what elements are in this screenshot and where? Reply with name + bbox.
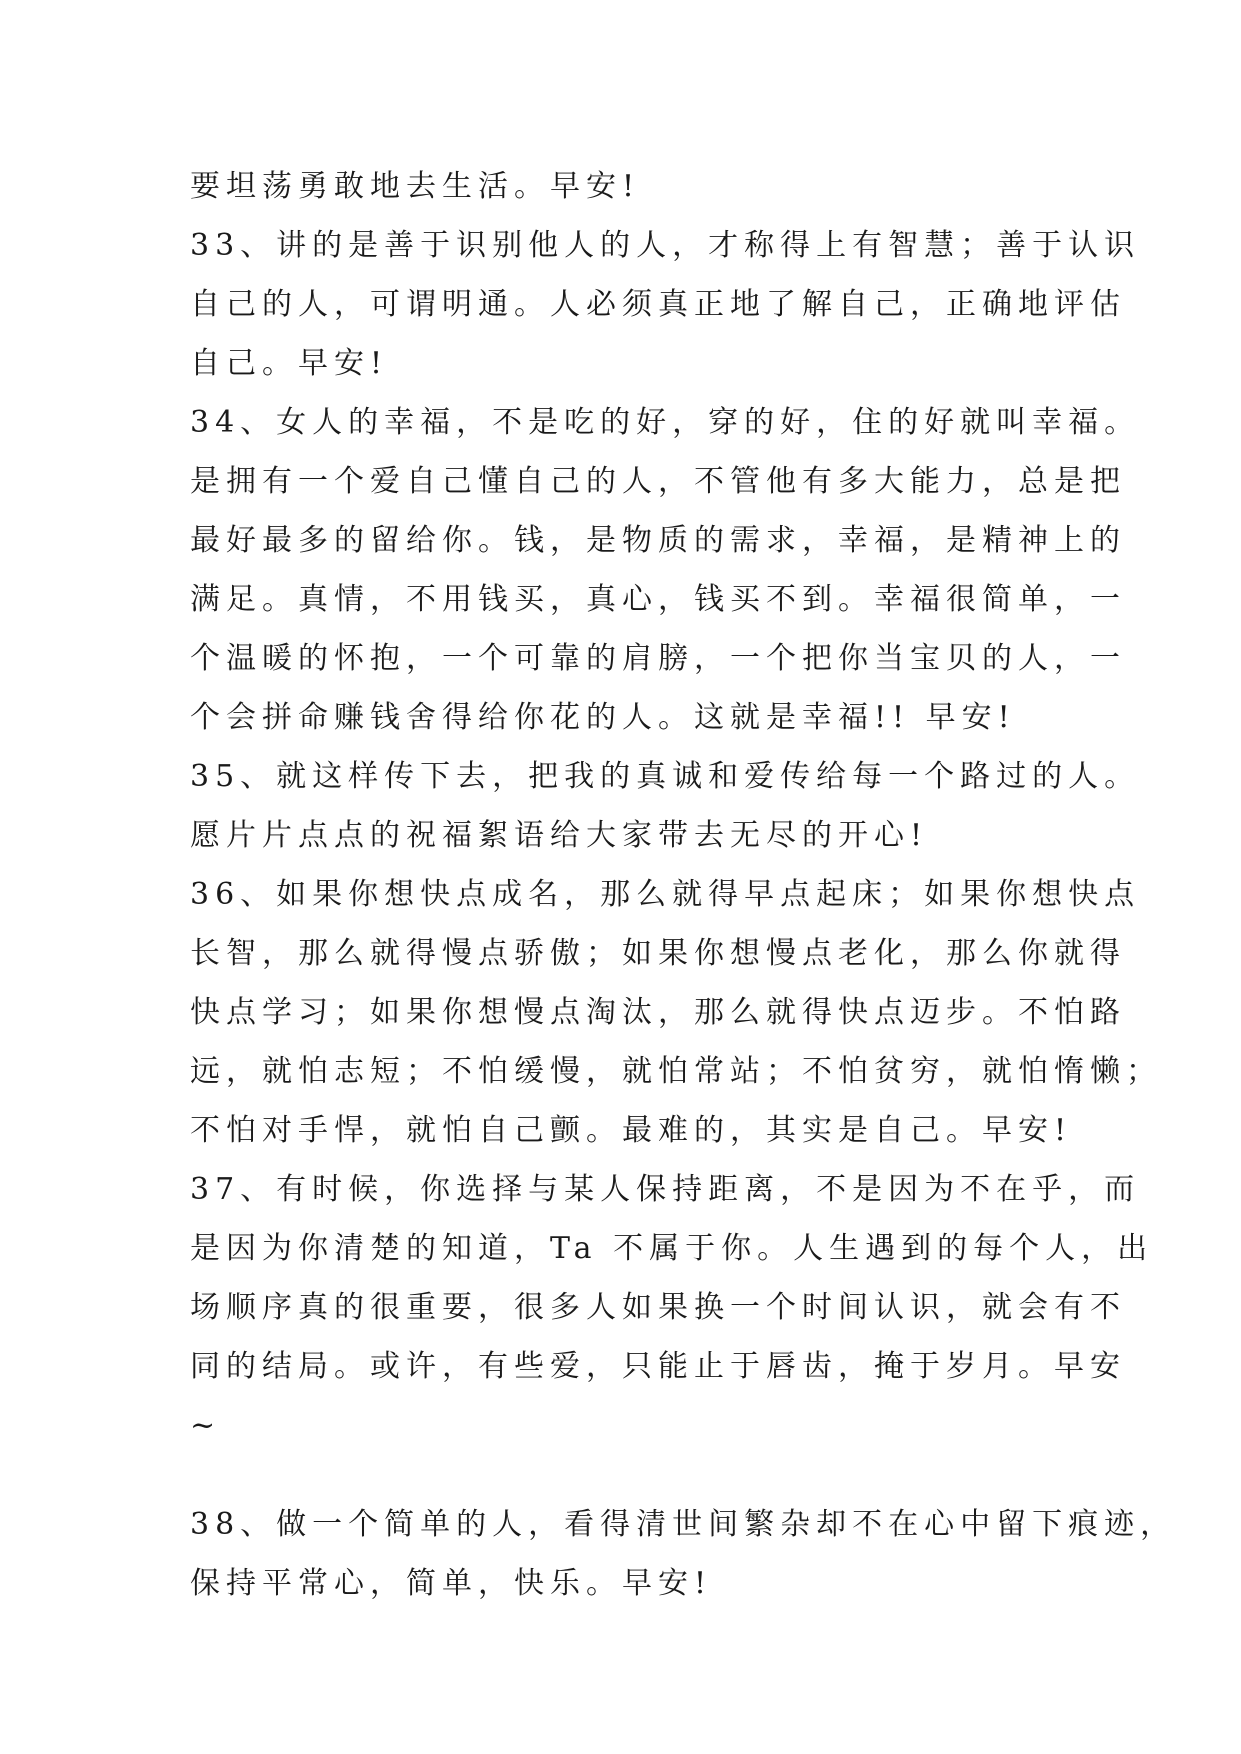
text-line: 快点学习；如果你想慢点淘汰，那么就得快点迈步。不怕路 bbox=[190, 995, 1126, 1030]
text-line: 个温暖的怀抱，一个可靠的肩膀，一个把你当宝贝的人，一 bbox=[190, 641, 1126, 676]
text-line: 满足。真情，不用钱买，真心，钱买不到。幸福很简单，一 bbox=[190, 582, 1126, 617]
text-line: 35、就这样传下去，把我的真诚和爱传给每一个路过的人。 bbox=[190, 759, 1141, 794]
text-line: 34、女人的幸福，不是吃的好，穿的好，住的好就叫幸福。 bbox=[190, 405, 1141, 440]
document-body bbox=[190, 157, 1177, 1613]
text-line: 远，就怕志短；不怕缓慢，就怕常站；不怕贫穷，就怕惰懒； bbox=[190, 1054, 1162, 1089]
text-line: 要坦荡勇敢地去生活。早安! bbox=[190, 169, 641, 204]
text-line: 自己。早安! bbox=[190, 346, 389, 381]
text-line: 愿片片点点的祝福絮语给大家带去无尽的开心! bbox=[190, 818, 929, 853]
text-line: 个会拼命赚钱舍得给你花的人。这就是幸福!! 早安! bbox=[190, 700, 1016, 735]
text-line: 保持平常心，简单，快乐。早安! bbox=[190, 1566, 713, 1601]
text-line: 33、讲的是善于识别他人的人，才称得上有智慧；善于认识 bbox=[190, 228, 1141, 263]
text-line: 最好最多的留给你。钱，是物质的需求，幸福，是精神上的 bbox=[190, 523, 1126, 558]
text-line: 是拥有一个爱自己懂自己的人，不管他有多大能力，总是把 bbox=[190, 464, 1126, 499]
text-line: 场顺序真的很重要，很多人如果换一个时间认识，就会有不 bbox=[190, 1290, 1126, 1325]
text-line: 不怕对手悍，就怕自己颤。最难的，其实是自己。早安! bbox=[190, 1113, 1073, 1148]
text-line: 自己的人，可谓明通。人必须真正地了解自己，正确地评估 bbox=[190, 287, 1126, 322]
text-line: 36、如果你想快点成名，那么就得早点起床；如果你想快点 bbox=[190, 877, 1141, 912]
paragraph-gap bbox=[190, 1455, 1090, 1495]
text-line: 同的结局。或许，有些爱，只能止于唇齿，掩于岁月。早安 bbox=[190, 1349, 1126, 1384]
text-line: 是因为你清楚的知道，Ta 不属于你。人生遇到的每个人，出 bbox=[190, 1231, 1154, 1266]
text-line: 长智，那么就得慢点骄傲；如果你想慢点老化，那么你就得 bbox=[190, 936, 1126, 971]
text-line: 37、有时候，你选择与某人保持距离，不是因为不在乎，而 bbox=[190, 1172, 1141, 1207]
text-line: ~ bbox=[190, 1408, 222, 1443]
text-line: 38、做一个简单的人，看得清世间繁杂却不在心中留下痕迹， bbox=[190, 1507, 1177, 1542]
